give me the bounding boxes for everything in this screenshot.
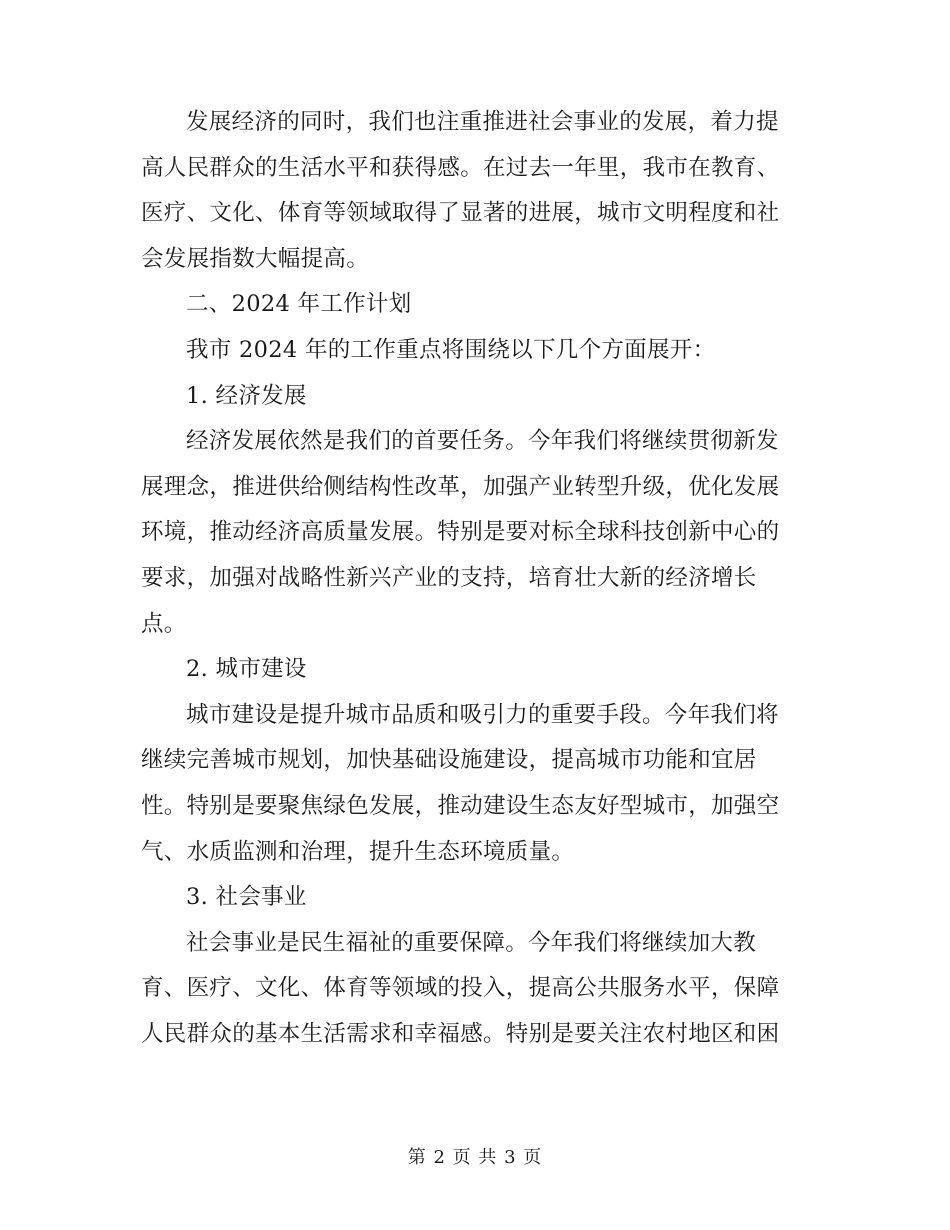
text-line: 城市建设是提升城市品质和吸引力的重要手段。今年我们将 (186, 701, 779, 728)
page-footer (0, 1146, 950, 1170)
page-number-label: 第 2 页 共 3 页 (407, 1147, 543, 1168)
item-heading-economy: 1. 经济发展 (186, 382, 307, 409)
paragraph-social-progress (141, 100, 801, 282)
text-line: 气、水质监测和治理，提升生态环境质量。 (141, 838, 575, 865)
text-line: 育、医疗、文化、体育等领域的投入，提高公共服务水平，保障 (141, 975, 780, 1002)
text-line: 要求，加强对战略性新兴产业的支持，培育壮大新的经济增长 (141, 564, 757, 591)
text-line: 高人民群众的生活水平和获得感。在过去一年里，我市在教育、 (141, 154, 780, 181)
text-line: 继续完善城市规划，加快基础设施建设，提高城市功能和宜居 (141, 747, 757, 774)
text-line: 环境，推动经济高质量发展。特别是要对标全球科技创新中心的 (141, 519, 780, 546)
section-heading: 二、2024 年工作计划 (186, 291, 412, 318)
text-line: 点。 (141, 610, 187, 637)
item-heading-social: 3. 社会事业 (186, 884, 307, 911)
text-line: 发展经济的同时，我们也注重推进社会事业的发展，着力提 (186, 109, 779, 135)
document-body (141, 100, 801, 1057)
plan-intro: 我市 2024 年的工作重点将围绕以下几个方面展开： (186, 336, 716, 363)
item-heading-urban: 2. 城市建设 (186, 656, 307, 683)
text-line: 社会事业是民生福祉的重要保障。今年我们将继续加大教 (186, 929, 757, 956)
text-line: 人民群众的基本生活需求和幸福感。特别是要关注农村地区和困 (141, 1020, 780, 1047)
paragraph-economy (141, 419, 801, 647)
text-line: 经济发展依然是我们的首要任务。今年我们将继续贯彻新发 (186, 428, 779, 455)
text-line: 性。特别是要聚焦绿色发展，推动建设生态友好型城市，加强空 (141, 792, 780, 819)
paragraph-urban (141, 693, 801, 875)
text-line: 展理念，推进供给侧结构性改革，加强产业转型升级，优化发展 (141, 473, 780, 500)
paragraph-social (141, 921, 801, 1058)
text-line: 医疗、文化、体育等领域取得了显著的进展，城市文明程度和社 (141, 200, 780, 227)
text-line: 会发展指数大幅提高。 (141, 245, 370, 272)
